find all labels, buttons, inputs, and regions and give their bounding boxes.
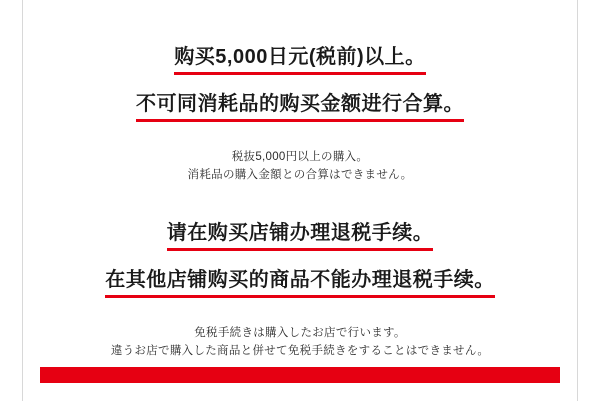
section-one-heading-line-1 [23,45,577,75]
section-one-heading-gap [23,75,577,92]
section-one-note-1: 税抜5,000円以上の購入。 [231,151,369,163]
section-two-heading-line-1 [23,221,577,251]
document-content [23,0,577,401]
section-two-heading-gap [23,251,577,268]
section-one [23,45,577,185]
section-two [23,221,577,361]
section-one-note-gap [23,122,577,148]
section-two-heading-2-text: 在其他店铺购买的商品不能办理退税手续。 [105,268,495,298]
section-one-heading-line-2 [23,92,577,122]
section-two-note-2: 違うお店で購入した商品と併せて免税手続きをすることはできません。 [110,345,490,358]
section-two-heading-1-text: 请在购买店铺办理退税手续。 [167,221,434,251]
section-two-heading-line-2 [23,268,577,298]
section-two-note-1: 免税手続きは購入したお店で行います。 [194,326,406,339]
right-margin-rule [577,0,578,401]
section-two-note-gap [23,298,577,324]
bottom-accent-bar [40,367,560,383]
section-one-heading-2-text: 不可同消耗品的购买金额进行合算。 [136,92,464,122]
section-one-heading-1-text: 购买5,000日元(税前)以上。 [174,45,425,75]
section-one-note-2: 消耗品の購入金額との合算はできません。 [187,169,413,182]
